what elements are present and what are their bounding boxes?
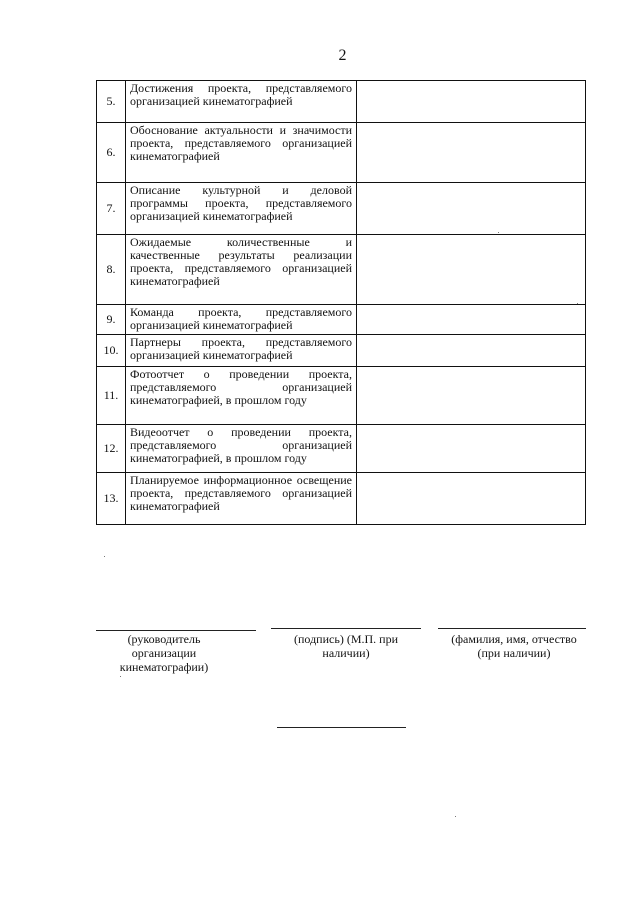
signature-line-signature xyxy=(271,628,421,629)
row-description: Ожидаемые количественные и качественные результаты реализации проекта, представляемого организацией кинематографией xyxy=(126,235,357,305)
signature-line-name xyxy=(438,628,586,629)
row-description: Видеоотчет о проведении проекта, представляемого организацией кинематографией, в прошлом году xyxy=(126,425,357,473)
caption-name: (фамилия, имя, отчество (при наличии) xyxy=(451,632,577,660)
row-value-cell[interactable] xyxy=(357,123,586,183)
scan-speck xyxy=(104,556,105,557)
row-value-cell[interactable] xyxy=(357,425,586,473)
row-number: 12. xyxy=(97,425,126,473)
scan-speck xyxy=(577,303,578,304)
table-row xyxy=(97,123,586,183)
page-number: 2 xyxy=(338,47,347,64)
row-number: 5. xyxy=(97,81,126,123)
row-number: 11. xyxy=(97,367,126,425)
table-row xyxy=(97,81,586,123)
table-row xyxy=(97,473,586,525)
row-description: Описание культурной и деловой программы проекта, представляемого организацией кинематографией xyxy=(126,183,357,235)
row-description: Обоснование актуальности и значимости проекта, представляемого организацией кинематографией xyxy=(126,123,357,183)
row-number: 8. xyxy=(97,235,126,305)
row-value-cell[interactable] xyxy=(357,335,586,367)
row-value-cell[interactable] xyxy=(357,473,586,525)
table-row xyxy=(97,235,586,305)
row-value-cell[interactable] xyxy=(357,305,586,335)
row-description: Партнеры проекта, представляемого организацией кинематографией xyxy=(126,335,357,367)
row-value-cell[interactable] xyxy=(357,367,586,425)
row-value-cell[interactable] xyxy=(357,183,586,235)
table-row xyxy=(97,183,586,235)
bottom-rule xyxy=(277,727,406,728)
caption-signature: (подпись) (М.П. при наличии) xyxy=(294,632,398,660)
row-number: 7. xyxy=(97,183,126,235)
row-description: Фотоотчет о проведении проекта, представляемого организацией кинематографией, в прошлом году xyxy=(126,367,357,425)
scan-speck xyxy=(455,816,456,817)
row-description: Достижения проекта, представляемого организацией кинематографией xyxy=(126,81,357,123)
table-row xyxy=(97,425,586,473)
row-description: Команда проекта, представляемого организацией кинематографией xyxy=(126,305,357,335)
scan-speck xyxy=(498,232,499,233)
form-table xyxy=(96,80,586,525)
caption-head: (руководитель организации кинематографии) xyxy=(119,632,209,674)
table-row xyxy=(97,335,586,367)
row-number: 9. xyxy=(97,305,126,335)
table-row xyxy=(97,305,586,335)
row-number: 6. xyxy=(97,123,126,183)
scan-speck xyxy=(120,676,121,677)
row-value-cell[interactable] xyxy=(357,81,586,123)
row-value-cell[interactable] xyxy=(357,235,586,305)
signature-line-head xyxy=(96,630,256,631)
row-number: 13. xyxy=(97,473,126,525)
row-number: 10. xyxy=(97,335,126,367)
table-row xyxy=(97,367,586,425)
row-description: Планируемое информационное освещение проекта, представляемого организацией кинематографией xyxy=(126,473,357,525)
